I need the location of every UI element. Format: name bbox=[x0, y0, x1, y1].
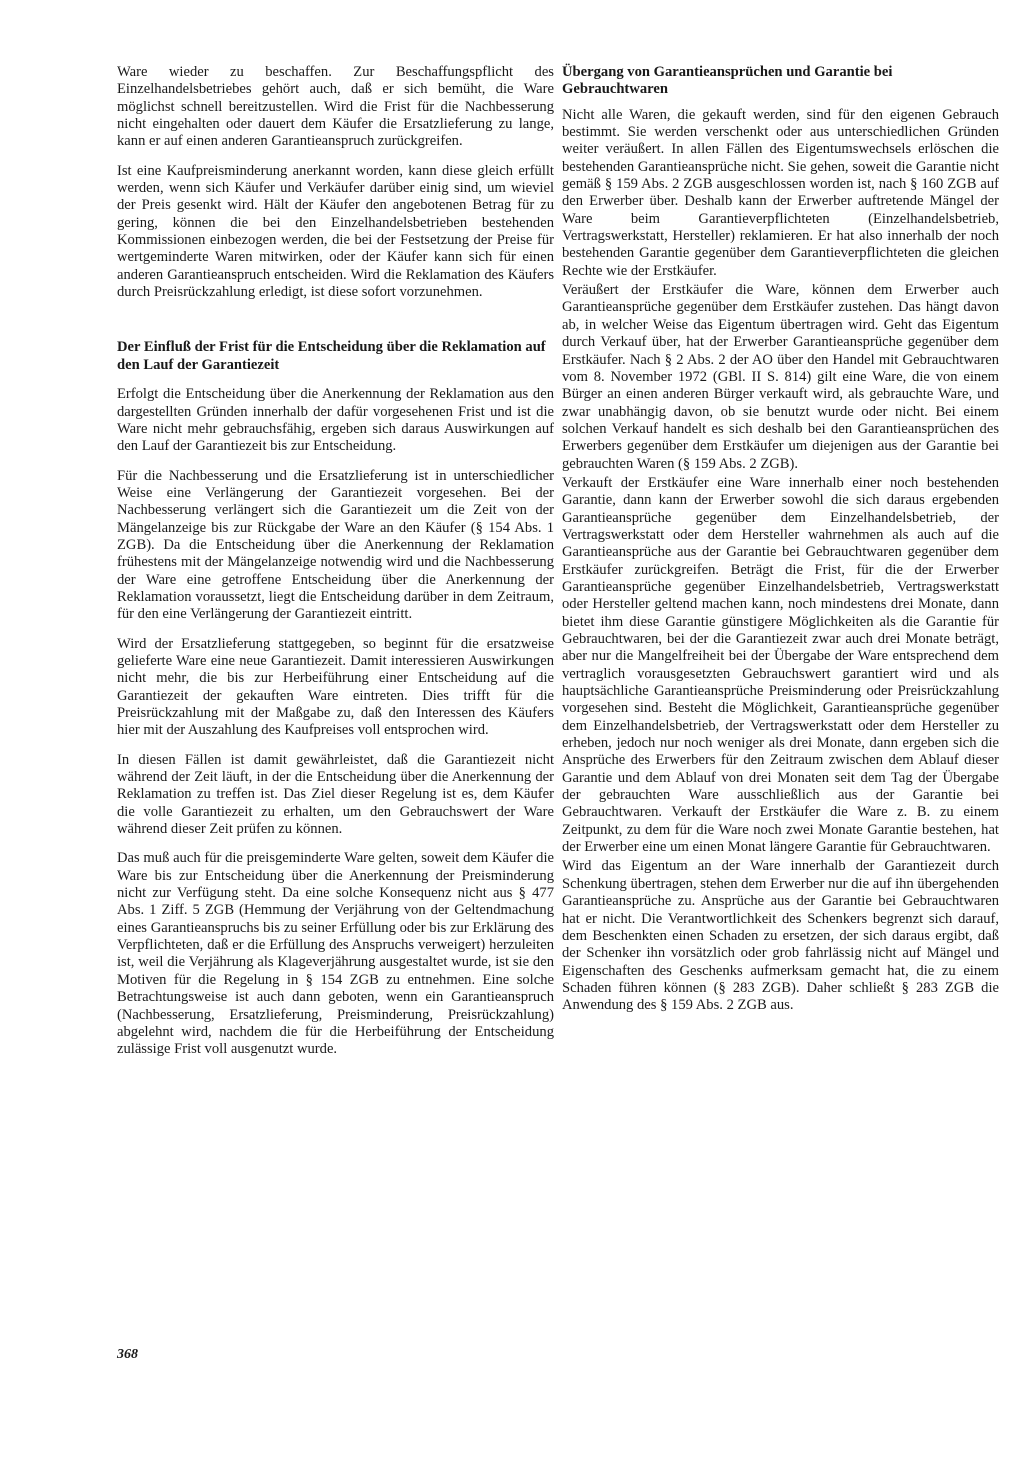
left-column bbox=[117, 64, 554, 1071]
section-heading-guarantee-period: Der Einfluß der Frist für die Entscheidung über die Reklamation auf den Lauf der Garantiezeit bbox=[117, 339, 546, 373]
left-paragraph-6: In diesen Fällen ist damit gewährleistet, daß die Garantiezeit nicht während der Zeit läuft, in der die Entscheidung über die Anerkennung der Reklamation zu treffen ist. Das Ziel dieser Regelung ist es, dem Käufer die volle Garantiezeit zu erhalten, um den Gebrauchswert der Ware während dieser Zeit prüfen zu können. bbox=[117, 751, 554, 838]
page-number: 368 bbox=[117, 1347, 138, 1362]
section-heading-used-goods: Übergang von Garantieansprüchen und Garantie bei Gebrauchtwaren bbox=[562, 64, 893, 98]
right-paragraph-1: Nicht alle Waren, die gekauft werden, sind für den eigenen Gebrauch bestimmt. Sie werden verschenkt oder aus unterschiedlichen Gründen weiter veräußert. In allen Fällen des Eigentumswechsels erlöschen die bestehenden Garantieansprüche nicht. Sie gehen, soweit die Garantie nicht gemäß § 159 Abs. 2 ZGB ausgeschlossen worden ist, nach § 160 ZGB auf den Erwerber über. Deshalb kann der Erwerber auftretende Mängel der Ware beim Garantieverpflichteten (Einzelhandelsbetrieb, Vertragswerkstatt, Hersteller) reklamieren. Er hat also innerhalb der noch bestehenden Garantie gegenüber dem Garantieverpflichteten die gleichen Rechte wie der Erstkäufer. bbox=[562, 106, 999, 279]
right-paragraph-2: Veräußert der Erstkäufer die Ware, können dem Erwerber auch Garantieansprüche gegenüber dem Erstkäufer zustehen. Das hängt davon ab, in welcher Weise das Eigentum übertragen wird. Geht das Eigentum durch Verkauf über, hat der Erwerber Garantieansprüche gegenüber dem Erstkäufer. Nach § 2 Abs. 2 der AO über den Handel mit Gebrauchtwaren vom 8. November 1972 (GBl. II S. 814) gilt eine Ware, die von einem Bürger an einen anderen Bürger verkauft wird, als gebrauchte Ware, und zwar unabhängig davon, ob sie benutzt wurde oder nicht. Bei einem solchen Verkauf handelt es sich deshalb bei den Garantieansprüchen des Erwerbers gegenüber dem Erstkäufer um diejenigen aus der Garantie bei gebrauchten Waren (§ 159 Abs. 2 ZGB). bbox=[562, 282, 999, 472]
left-paragraph-1: Ware wieder zu beschaffen. Zur Beschaffungspflicht des Einzelhandelsbetriebes gehört auch, daß er sich bemüht, die Ware möglichst schnell bereitzustellen. Wird die Frist für die Nachbesserung nicht eingehalten oder dauert dem Käufer die Ersatzlieferung zu lange, kann er auf einen anderen Garantieanspruch zurückgreifen. bbox=[117, 64, 554, 150]
left-paragraph-4: Für die Nachbesserung und die Ersatzlieferung ist in unterschiedlicher Weise eine Verlängerung der Garantiezeit vorgesehen. Bei der Nachbesserung verlängert sich die Garantiezeit um die Zeit von der Mängelanzeige bis zur Rückgabe der Ware an den Käufer (§ 154 Abs. 1 ZGB). Da die Entscheidung über die Anerkennung der Reklamation frühestens mit der Mängelanzeige notwendig wird und die Nachbesserung der Ware eine getroffene Entscheidung über die Anerkennung der Reklamation voraussetzt, liegt die Entscheidung darüber in dem Zeitraum, für den eine Verlängerung der Garantiezeit eintritt. bbox=[117, 467, 554, 623]
right-column bbox=[562, 64, 999, 1017]
left-paragraph-7: Das muß auch für die preisgeminderte Ware gelten, soweit dem Käufer die Ware bis zur Entscheidung über die Anerkennung der Preisminderung nicht zur Verfügung steht. Da eine solche Konsequenz nicht aus § 477 Abs. 1 Ziff. 5 ZGB (Hemmung der Verjährung von der Geltendmachung eines Garantieanspruchs bis zu seiner Erfüllung oder bis zur Erklärung des Verpflichteten, daß er die Erfüllung des Anspruchs verweigert) herzuleiten ist, weil die Verjährung als Klageverjährung ausgestaltet wurde, ist sie den Motiven für die Regelung in § 154 ZGB zu entnehmen. Eine solche Betrachtungsweise ist auch dann geboten, wenn ein Garantieanspruch (Nachbesserung, Ersatzlieferung, Preisminderung, Preisrückzahlung) abgelehnt wird, nachdem die für die Herbeiführung der Entscheidung zulässige Frist voll ausgenutzt wurde. bbox=[117, 850, 554, 1058]
right-paragraph-4: Wird das Eigentum an der Ware innerhalb der Garantiezeit durch Schenkung übertragen, stehen dem Erwerber nur die auf ihn übergehenden Garantieansprüche zu. Ansprüche aus der Garantie bei Gebrauchtwaren hat er nicht. Die Verantwortlichkeit des Schenkers begrenzt sich darauf, dem Beschenkten einen Schaden zu ersetzen, der sich daraus ergibt, daß der Schenker ihn vorsätzlich oder grob fahrlässig nicht auf Mängel und Eigenschaften des Geschenks aufmerksam gemacht hat, die zu einem Schaden führen können (§ 283 ZGB). Daher schließt § 283 ZGB die Anwendung des § 159 Abs. 2 ZGB aus. bbox=[562, 858, 999, 1014]
left-paragraph-5: Wird der Ersatzlieferung stattgegeben, so beginnt für die ersatzweise gelieferte Ware eine neue Garantiezeit. Damit interessieren Auswirkungen nicht mehr, die bis zur Herbeiführung einer Entscheidung auf die Garantiezeit der gekauften Ware eintreten. Dies trifft für die Preisrückzahlung mit der Maßgabe zu, daß den Interessen des Käufers hier mit der Auszahlung des Kaufpreises voll entsprochen wird. bbox=[117, 635, 554, 739]
right-paragraph-3: Verkauft der Erstkäufer eine Ware innerhalb einer noch bestehenden Garantie, dann kann der Erwerber sowohl die sich daraus ergebenden Garantieansprüche gegenüber dem Einzelhandelsbetrieb, der Vertragswerkstatt oder dem Hersteller wahrnehmen als auch auf die Garantieansprüche aus der Garantie bei Gebrauchtwaren gegenüber dem Erstkäufer zurückgreifen. Beträgt die Frist, für die der Erwerber Garantieansprüche gegenüber Einzelhandelsbetrieb, Vertragswerkstatt oder Hersteller geltend machen kann, noch mindestens drei Monate, dann bietet ihm diese Garantie günstigere Möglichkeiten als die Garantie für Gebrauchtwaren, bei der die Garantiezeit zwar auch drei Monate beträgt, aber nur die Mangelfreiheit bei der Übergabe der Ware entsprechend dem vertraglich vorausgesetzten Gebrauchswert garantiert wird und als hauptsächliche Garantieansprüche Preisminderung oder Preisrückzahlung vorgesehen sind. Besteht die Möglichkeit, Garantieansprüche gegenüber dem Einzelhandelsbetrieb, der Vertragswerkstatt oder dem Hersteller zu erheben, jedoch nur noch weniger als drei Monate, dann ergeben sich die Ansprüche des Erwerbers für den Zeitraum zwischen dem Ablauf dieser Garantie und dem Ablauf von drei Monaten seit dem Tag der Übergabe der gebrauchten Ware ausschließlich aus der Garantie bei Gebrauchtwaren. Verkauft der Erstkäufer die Ware z. B. zu einem Zeitpunkt, zu dem für die Ware noch zwei Monate Garantie bestehen, hat der Erwerber eine um einen Monat längere Garantie für Gebrauchtwaren. bbox=[562, 474, 999, 856]
left-paragraph-2: Ist eine Kaufpreisminderung anerkannt worden, kann diese gleich erfüllt werden, wenn sich Käufer und Verkäufer darüber einig sind, um wieviel der Preis gesenkt wird. Hält der Käufer den angebotenen Betrag für zu gering, können die bei den Einzelhandelsbetrieben bestehenden Kommissionen einbezogen werden, die bei der Festsetzung der Preise für wertgeminderte Waren mitwirken, oder der Käufer kann sich für einen anderen Garantieanspruch entscheiden. Wird die Reklamation des Käufers durch Preisrückzahlung erledigt, ist diese sofort vorzunehmen. bbox=[117, 162, 554, 301]
left-paragraph-3: Erfolgt die Entscheidung über die Anerkennung der Reklamation aus den dargestellten Gründen innerhalb der dafür vorgesehenen Frist und ist die Ware nicht mehr gebrauchsfähig, ergeben sich daraus Auswirkungen auf den Lauf der Garantiezeit bis zur Entscheidung. bbox=[117, 386, 554, 455]
